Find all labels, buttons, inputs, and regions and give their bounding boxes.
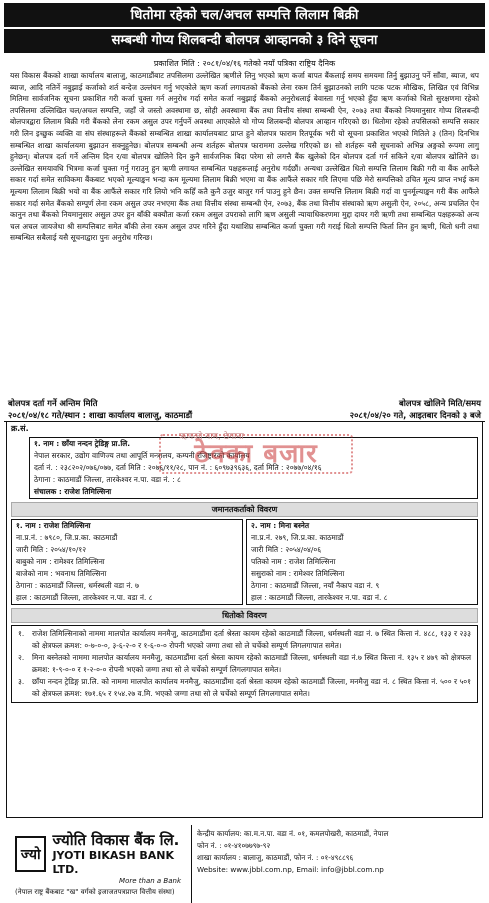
guarantor-name: १. नाम : राजेश तिमिल्सिना	[16, 521, 91, 530]
guarantor-line: पतिको नाम : राजेश तिमिल्सिना	[251, 557, 336, 566]
opening-label: बोलपत्र खोलिने मिति/समय	[398, 398, 481, 408]
borrower-line: ठेगाना : काठमाडौं जिल्ला, तारकेश्वर न.पा. वडा नं. : ८	[34, 475, 181, 484]
head-office-phone: फोन नं. : ०१-४१०७७९७-९२	[197, 841, 271, 850]
watermark-stamp: ठेक्का बजार	[159, 434, 353, 474]
bank-tagline: More than a Bank	[119, 877, 181, 885]
collateral-section-title: धितोको विवरण	[11, 608, 478, 623]
guarantor-name: २. नाम : मिना बस्नेत	[251, 521, 310, 530]
bank-name-nepali: ज्योति विकास बैंक लि.	[52, 831, 180, 849]
collateral-number: १.	[18, 629, 25, 638]
guarantor-line: हाल : काठमाडौं जिल्ला, तारकेश्वर न.पा. वडा नं. ८	[16, 593, 153, 602]
date-bar	[4, 409, 485, 422]
watermark-caption: ऋणको नाम, ठेगाना	[179, 432, 244, 442]
borrower-name: १. नाम : छाँया नन्दन ट्रेडिङ्ग प्रा.लि.	[34, 439, 131, 448]
collateral-item	[12, 628, 477, 652]
collateral-list	[11, 625, 478, 703]
guarantor-line: ठेगाना : काठमाडौं जिल्ला, धर्मस्थली वडा नं. ७	[16, 581, 140, 590]
details-frame	[6, 422, 483, 896]
notice-title-line1: धितोमा रहेको चल/अचल सम्पत्ति लिलाम बिक्री	[4, 3, 485, 27]
bank-contacts	[191, 825, 484, 903]
bank-footer	[7, 825, 484, 903]
deadline-date: २०८१/०४/१८ गते/स्थान : शाखा कार्यालय बालाजु, काठमाडौं	[8, 410, 193, 420]
collateral-number: २.	[18, 653, 25, 662]
bank-name-english: JYOTI BIKASH BANK LTD.	[52, 849, 174, 876]
publish-date: प्रकाशित मिति : २०८१/०४/१६ गतेको नयाँ पत्रिका राष्ट्रिय दैनिक	[153, 59, 336, 68]
serial-label: क्र.सं.	[11, 424, 29, 433]
opening-date: २०८१/०४/२० गते, आइतबार दिनको ३ बजे	[349, 410, 481, 420]
guarantor-row	[11, 519, 478, 605]
guarantor-line: ना.प्र.नं. : ७९८०, जि.प्र.का. काठमाडौं	[16, 533, 118, 542]
guarantor-line: बाजेको नाम : भवनाथ तिमिल्सिना	[16, 569, 107, 578]
notice-body: यस विकास बैंकको शाखा कार्यालय बालाजु, काठमाडौंबाट तपसिलमा उल्लेखित ऋणीले लिनु भएको ऋण कर्जा बापत बैंकलाई समय समयमा तिर्नु बुझाउनु पर्ने साँवा, ब्याज, थप ब्याज, आदि नतिर्ने नबुझाई कर्जाको शर्त बन्देज उल्लंघन गर्नु भएकोले ऋण कर्जा लगायतको बैंकको लेना रकम तिर्न बुझाउनको लागि पटक पटक मौखिक, लिखित एवं विभिन्न मितिमा सार्वजनिक सूचना प्रकाशित गरी कर्जा चुक्ता गर्न अनुरोध गर्दा समेत कर्जा नबुझाई बैंकको अनुरोधलाई बेवास्ता गर्नु भएको हुँदा ऋण कर्जाको धितो सुरक्षणमा रहेको तपसिलमा उल्लिखित चल/अचल सम्पत्ति, जहाँ जे जस्तो अवस्थामा छ, सोही अवस्थामा बैंक तथा वित्तीय संस्था सम्बन्धी ऐन, २०७३ तथा बैंकको नियमानुसार गोप्य शिलबन्दी बोलपत्रद्वारा लिलाम बिक्री गरी बैंकको लेना रकम असुल उपर गर्नुपर्ने अवस्था आएकोले यो गोप्य शिलबन्दी बोलपत्र आव्हान गरिएको छ। धितोमा रहेको तपसिलको सम्पत्ति सकार गरी लिन इच्छुक व्यक्ति वा संघ संस्थाहरूले बैंकको सम्बन्धित शाखा कार्यालयबाट प्राप्त हुने बोलपत्र फाराम रितपूर्वक भरी यो सूचना प्रकाशित भएको मितिले ३ (तिन) दिनभित्र सम्बन्धित शाखा कार्यालयमा बुझाउन सक्नुहुनेछ। बोलपत्र सम्बन्धी अन्य शर्तहरू बोलपत्र फाराममा उल्लेख गरिएको छ। सो शर्तहरू यसै सूचनाको अभिन्न अङ्गको रूपमा लागु हुनेछन्। बोलपत्र दर्ता गर्ने अन्तिम दिन र/वा बोलपत्र खोलिने दिन कुनै सार्वजनिक बिदा परेमा सो लगत्तै बैंक खुलेको दिन बोलपत्र दर्ता गर्न सकिने र/वा बोलपत्र खोलिने छ। उल्लेखित समयावधि भित्रमा कर्जा चुक्ता गर्नु गराउनु हुन ऋणी लगायत सम्बन्धित पक्षहरूलाई अनुरोध गर्दछौं। अन्यथा उल्लेखित धितो सम्पत्ति लिलाम बिक्री गरी वा बैंक आफैंले सकार गर्दा समेत साविकमा बैंकबाट भएको मूल्याङ्कन भन्दा कम मूल्यमा लिलाम बिक्री भएमा वा बैंक आफैंले सकार गरि लिएमा पछि मेरो सम्पत्तिको उचित मूल्य प्राप्त नभई कम मूल्यमा लिलाम बिक्री भयो वा बैंक आफैंले सकार गरि लियो भनि कहिँ कतै कुनै उजुर बाजुर गर्न पाउनु हुने छैन। उक्त सम्पत्ति लिलाम बिक्री गर्दा वा पुनर्मूल्याङ्कन गरी बैंक आफैंले सकार गर्दा समेत बैंकको सम्पूर्ण लेना रकम असुल उपर नभएमा बैंक तथा वित्तीय संस्था सम्बन्धी ऐन, २०७३, बैंक तथा वित्तीय संस्थाको ऋण असुली ऐन, २०५८, अन्य प्रचलित ऐन कानुन तथा बैंकको नियमानुसार असुल उपर हुन बाँकी बक्यौता कर्जा रकम असुल उपराको लागि ऋण असुली न्यायाधिकरणमा मुद्दा दायर गरी ऋणी तथा सम्बन्धित पक्षहरूको अन्य चल अचल जायजेथा श्री सम्पत्तिबाट समेत बाँकी लेना रकम असुल उपर गरिने हुँदा यथाशिघ्र सम्बन्धित कर्जा चुक्ता गरी गराई धितो सम्पत्ति फिर्ता लिन हुन ऋणी, धितो धनी तथा सम्बन्धित सबैलाई यसै सूचनाद्वारा पुनः अनुरोध गरिन्छ।	[10, 71, 479, 243]
deadline-bar	[4, 397, 485, 409]
guarantor-line: ना.प्र.नं. २७९, जि.प्र.का. काठमाडौं	[251, 533, 344, 542]
guarantor-line: जारी मिति : २०५४/०४/०६	[251, 545, 322, 554]
notice-page	[4, 3, 485, 896]
bank-logo-block	[7, 825, 191, 903]
collateral-number: ३.	[18, 677, 25, 686]
bank-logo-icon: ज्यो	[15, 836, 46, 872]
guarantor-section-title: जमानतकर्ताको विवरण	[11, 502, 478, 517]
notice-title-line2: सम्बन्धी गोप्य शिलबन्दी बोलपत्र आव्हानको ३ दिने सूचना	[4, 29, 485, 53]
head-office-address: केन्द्रीय कार्यालय: का.म.न.पा. वडा नं. ०१, कमलपोखरी, काठमाडौं, नेपाल	[197, 829, 389, 838]
guarantor-line: जारी मिति : २०५४/१०/१२	[16, 545, 87, 554]
branch-office: शाखा कार्यालय : बालाजु, काठमाडौं, फोन नं. : ०१-४९८८९६	[197, 853, 354, 862]
guarantor-card	[11, 519, 243, 605]
borrower-director: संचालक : राजेश तिमिल्सिना	[34, 487, 112, 496]
guarantor-line: ठेगाना : काठमाडौं जिल्ला, नयाँ नैकाप वडा नं. ९	[251, 581, 380, 590]
deadline-label: बोलपत्र दर्ता गर्ने अन्तिम मिति	[8, 398, 98, 408]
borrower-line: नेपाल सरकार, उद्योग वाणिज्य तथा आपूर्ति मन्त्रालय, कम्पनी रजिष्ट्रारको कार्यालय	[34, 451, 250, 460]
guarantor-line: ससुराको नाम : रामेश्वर तिमिल्सिना	[251, 569, 345, 578]
collateral-text: मिना बस्नेतको नाममा मालपोत कार्यालय मनमैजु, काठमाडौंमा दर्ता श्रेस्ता कायम रहेको काठमाडौं जिल्ला, धर्मस्थली वडा नं.७ स्थित कित्ता नं. १३५ र ४७९ को क्षेत्रफल क्रमश: १-९-०-० र १-२-०-० रोपनी भएको जग्गा तथा सो ले चर्चेको सम्पूर्ण लिगलगापात समेत।	[32, 653, 471, 674]
collateral-item	[12, 676, 477, 700]
guarantor-line: बाबुको नाम : रामेश्वर तिमिल्सिना	[16, 557, 105, 566]
collateral-text: छाँया नन्दन ट्रेडिङ्ग प्रा.लि. को नाममा मालपोत कार्यालय मनमैजु, काठमाडौंमा दर्ता श्रेस्ता कायम रहेको काठमाडौं जिल्ला, मनमैजु वडा नं. ८ स्थित कित्ता नं. ५०० र ५०१ को क्षेत्रफल क्रमश: १७१.६५ र १५४.२७ व.मि. भएको जग्गा तथा सो ले चर्चेको सम्पूर्ण लिगलगापात समेत।	[32, 677, 471, 698]
collateral-item	[12, 652, 477, 676]
guarantor-line: हाल : काठमाडौं जिल्ला, तारकेश्वर न.पा. वडा नं. ८	[251, 593, 388, 602]
guarantor-card	[246, 519, 478, 605]
borrower-line: दर्ता नं. : २३८२०२/०७६/०७७, दर्ता मिति : २०७६/११/२८, पान नं. : ६०९७३९६३६, दर्ता मिति : २०७७/०४/१६	[34, 463, 322, 472]
collateral-text: राजेश तिमिल्सिनाको नाममा मालपोत कार्यालय मनमैजु, काठमाडौंमा दर्ता श्रेस्ता कायम रहेको काठमाडौं जिल्ला, धर्मस्थली वडा नं. ७ स्थित कित्ता नं. ४८८, १३३ र २३३ को क्षेत्रफल क्रमश: ०-७-०-०, ३-६-२-० र १-६-०-० रोपनी भएको जग्गा तथा सो ले चर्चेको सम्पूर्ण लिगलगापात समेत।	[32, 629, 471, 650]
bank-license-note: (नेपाल राष्ट्र बैंकबाट "ख" वर्गको इजाजतपत्रप्राप्त वित्तीय संस्था)	[15, 888, 175, 896]
website-email[interactable]: Website: www.jbbl.com.np, Email: info@jbbl.com.np	[197, 865, 384, 874]
